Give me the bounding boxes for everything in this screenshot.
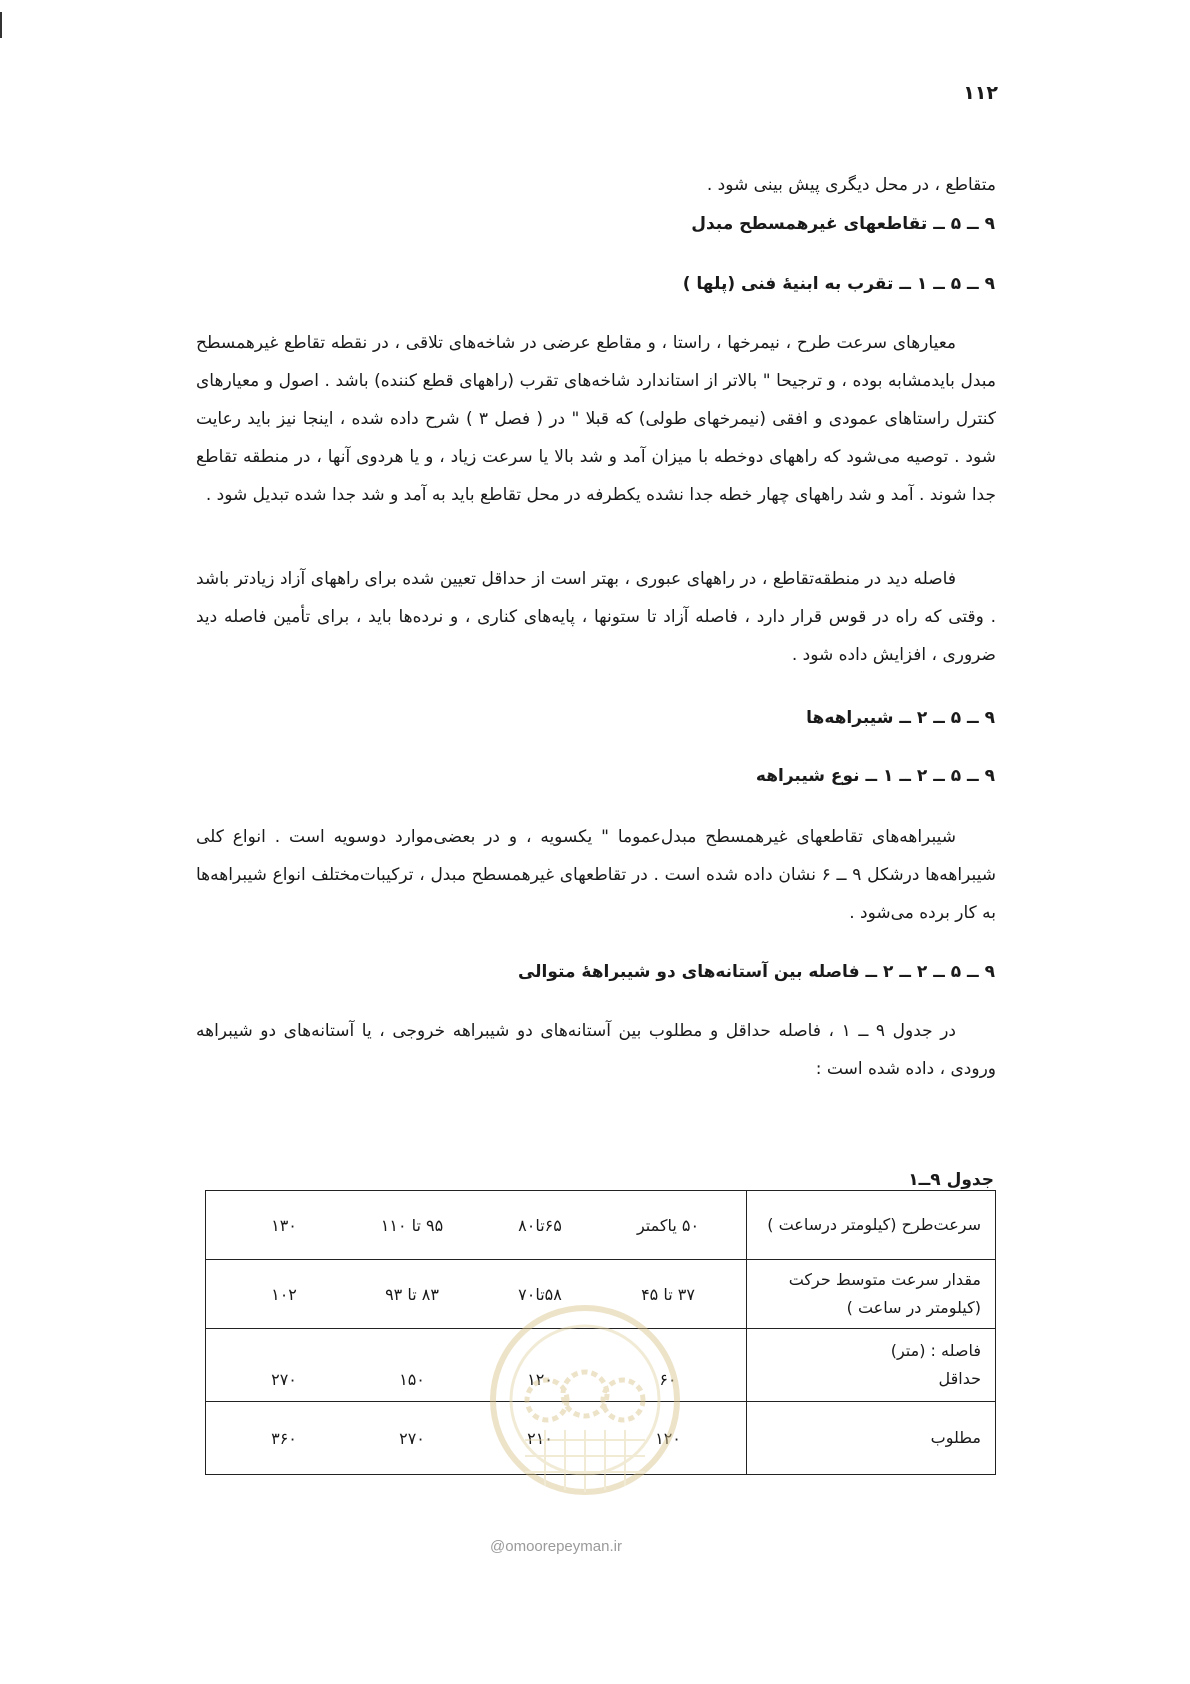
table-cell: ۳۷ تا ۴۵	[641, 1284, 695, 1304]
table-cell: ۱۲۰	[527, 1369, 553, 1389]
table-cell: ۱۰۲	[271, 1284, 297, 1304]
table-cell: ۹۵ تا ۱۱۰	[380, 1215, 444, 1235]
table-row-design-speed	[206, 1191, 996, 1260]
table-cell: ۱۲۰	[655, 1428, 681, 1448]
table-caption: جدول ۹ــ۱	[908, 1170, 994, 1190]
table-cell: ۲۷۰	[399, 1428, 425, 1448]
table-cell: ۲۱۰	[527, 1428, 553, 1448]
table-cell: ۲۷۰	[271, 1369, 297, 1389]
table-cell: ۵۸تا۷۰	[518, 1284, 562, 1304]
paragraph-approach-structures: معیارهای سرعت طرح ، نیمرخها ، راستا ، و مقاطع عرضی در شاخه‌های تلاقی ، در نقطه تقاطع غیرهمسطح مبدل بایدمشابه بوده ، و ترجیحا " بالاتر از استاندارد شاخه‌های تقرب (راههای قطع کننده) باشد . اصول و معیارهای کنترل راستاهای عمودی و افقی (نیمرخهای طولی) که قبلا " در ( فصل ۳ ) شرح داده شده ، اینجا نیز باید رعایت شود . توصیه می‌شود که راههای دوخطه با میزان آمد و شد بالا یا سرعت زیاد ، و یا هردوی آنها ، در منطقه تقاطع جدا شوند . آمد و شد راههای چهار خطه جدا نشده یکطرفه در محل تقاطع باید به آمد و شد جدا شده تبدیل شود .	[196, 333, 996, 505]
heading-9-5-2: ۹ ــ ۵ ــ ۲ ــ شیبراهه‌ها	[806, 708, 995, 728]
table-row-minimum-distance	[206, 1329, 996, 1402]
paragraph-ramp-types: شیبراهه‌های تقاطعهای غیرهمسطح مبدل‌عموما " یکسویه ، و در بعضی‌موارد دوسویه است . انواع کلی شیبراهه‌ها درشکل ۹ ــ ۶ نشان داده شده است . در تقاطعهای غیرهمسطح مبدل ، ترکیبات‌مختلف انواع شیبراهه‌ها به کار برده می‌شود .	[196, 827, 996, 923]
row-label-design-speed: سرعت‌طرح (کیلومتر درساعت )	[747, 1191, 996, 1260]
page-number: ۱۱۲	[963, 82, 998, 104]
heading-9-5-2-2: ۹ ــ ۵ ــ ۲ ــ ۲ ــ فاصله بین آستانه‌های دو شیبراههٔ متوالی	[517, 962, 995, 982]
table-cell: ۵۰ یاکمتر	[636, 1215, 700, 1235]
table-cell: ۸۳ تا ۹۳	[385, 1284, 439, 1304]
table-cell: ۱۵۰	[399, 1369, 425, 1389]
table-cell: ۶۰	[659, 1369, 677, 1389]
scan-edge-mark	[0, 12, 2, 38]
watermark-text: @omoorepeyman.ir	[490, 1538, 622, 1555]
heading-9-5: ۹ ــ ۵ ــ تقاطعهای غیرهمسطح مبدل	[691, 214, 995, 234]
table-row-average-speed	[206, 1260, 996, 1329]
heading-9-5-1: ۹ ــ ۵ ــ ۱ ــ تقرب به ابنیهٔ فنی (پلها )	[682, 274, 995, 294]
table-cell: ۱۳۰	[271, 1215, 297, 1235]
heading-9-5-2-1: ۹ ــ ۵ ــ ۲ ــ ۱ ــ نوع شیبراهه	[755, 766, 995, 786]
table-cell: ۶۵تا۸۰	[518, 1215, 562, 1235]
row-label-average-speed: مقدار سرعت متوسط حرکت (کیلومتر در ساعت )	[747, 1260, 996, 1329]
paragraph-table-intro: در جدول ۹ ــ ۱ ، فاصله حداقل و مطلوب بین آستانه‌های دو شیبراهه خروجی ، یا آستانه‌های دو شیبراهه ورودی ، داده شده است :	[196, 1021, 996, 1079]
table-row-desirable-distance	[206, 1402, 996, 1475]
ramp-spacing-table	[205, 1190, 996, 1475]
row-label-desirable: مطلوب	[747, 1402, 996, 1475]
table-cell: ۳۶۰	[271, 1428, 297, 1448]
paragraph-continuation: متقاطع ، در محل دیگری پیش بینی شود .	[706, 175, 996, 195]
row-label-distance-unit: فاصله : (متر)	[890, 1341, 981, 1360]
row-label-minimum: حداقل	[938, 1369, 981, 1388]
paragraph-sight-distance: فاصله دید در منطقه‌تقاطع ، در راههای عبوری ، بهتر است از حداقل تعیین شده برای راههای آزاد زیادتر باشد . وقتی که راه در قوس قرار دارد ، فاصله آزاد تا ستونها ، پایه‌های کناری ، و نرده‌ها باید ، برای تأمین فاصله دید ضروری ، افزایش داده شود .	[196, 569, 996, 665]
